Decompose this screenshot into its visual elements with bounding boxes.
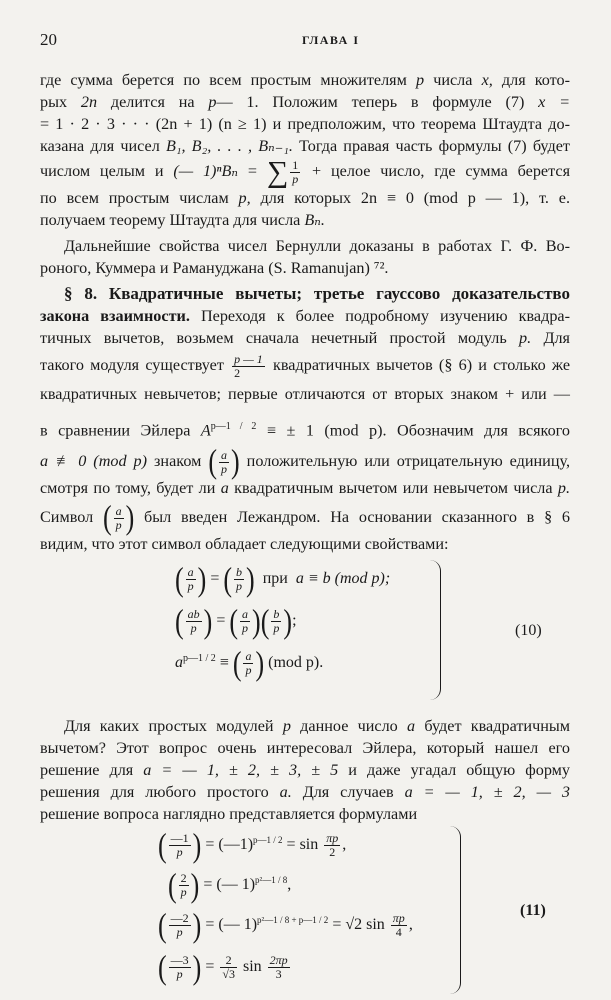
text-line: получаем теорему Штаудта для числа Bₙ. xyxy=(40,211,325,229)
equation-11-row-1: ( $\frac{—1}{p}$ ) = (—1)$^{p—1 / 2}$ = sin $\frac{\pi p}{2}$ , xyxy=(158,826,347,864)
text-line: смотря по тому, будет ли a квадратичным вычетом или невычетом числа p. xyxy=(40,479,571,497)
running-header xyxy=(40,30,571,50)
equation-number: (11) xyxy=(520,902,546,919)
text-line: рых 2n делится на p— 1. Положим теперь в формуле (7) x = xyxy=(40,93,571,111)
text-line: решение для a = — 1, ± 2, ± 3, ± 5 и даже угадал общую форму xyxy=(40,761,571,779)
right-brace xyxy=(430,560,441,700)
text-line: = 1 · 2 · 3 · · · (2n + 1) (n ≥ 1) и предположим, что теорема Штаудта до- xyxy=(40,115,570,133)
equation-10-row-3: $a^{p—1 / 2}$ ≡ ( $\frac{a}{p}$ ) (mod p). xyxy=(175,644,324,682)
equation-10-row-1: ( $\frac{a}{p}$ ) = ( $\frac{b}{p}$ ) при a ≡ b (mod p); xyxy=(175,560,391,598)
text-line: квадратичных невычетов; первые отличаются от вторых знаком + или — xyxy=(40,385,570,403)
equation-10-row-2: ( $\frac{ab}{p}$ ) = ( $\frac{a}{p}$ )( $\frac{b}{p}$ ); xyxy=(175,602,297,640)
text-line: Для каких простых модулей p данное число a будет квадратичным xyxy=(64,717,570,735)
chapter-title: ГЛАВА I xyxy=(302,33,360,47)
text-line: Дальнейшие свойства чисел Бернулли доказаны в работах Г. Ф. Во- xyxy=(64,237,570,255)
text-line: решение вопроса наглядно представляется формулами xyxy=(40,805,418,823)
page-number: 20 xyxy=(40,30,57,49)
text-line: в сравнении Эйлера $A^{p—1 / 2}$ ≡ ± 1 (mod p). Обозначим для всякого xyxy=(40,421,571,440)
text-line: Символ ( $\frac{a}{p}$ ) был введен Лежандром. На основании сказанного в § 6 xyxy=(40,498,571,537)
text-line: закона взаимности. Переходя к более подробному изучению квадра- xyxy=(40,307,570,325)
equation-11-row-2: ( $\frac{2}{p}$ ) = (— 1)$^{p^2—1 / 8}$, xyxy=(168,866,292,904)
sum-sign: ∑ xyxy=(266,155,289,189)
text-line: решения для любого простого a. Для случаев a = — 1, ± 2, — 3 xyxy=(40,783,570,801)
text-line: роного, Куммера и Рамануджана (S. Ramanujan) ⁷². xyxy=(40,259,389,277)
right-brace xyxy=(450,826,461,994)
text-line: тичных вычетов, возьмем сначала нечетный простой модуль p. Для xyxy=(40,329,571,347)
equation-number: (10) xyxy=(515,622,542,639)
equation-11-row-4: ( $\frac{—3}{p}$ ) = $\frac{2}{√3}$ sin $\frac{2\pi p}{3}$ xyxy=(158,948,288,986)
text-line: a ≢ 0 (mod p) знаком ( $\frac{a}{p}$ ) положительную или отрицательную единицу, xyxy=(40,442,571,481)
text-line: числом целым и (— 1)ⁿBₙ = ∑ $\frac{1}{p}$ + целое число, где сумма берется xyxy=(40,155,571,189)
text-line: вычетом? Этот вопрос очень интересовал Эйлера, который нашел его xyxy=(40,739,570,757)
text-line: казана для чисел B₁, B₂, . . . , Bₙ₋₁. Тогда правая часть формулы (7) будет xyxy=(40,137,571,155)
text-line: где сумма берется по всем простым множителям p числа x, для кото- xyxy=(40,71,571,89)
text-line: видим, что этот символ обладает следующими свойствами: xyxy=(40,535,449,553)
section-heading: § 8. Квадратичные вычеты; третье гауссово доказательство xyxy=(64,284,570,303)
equation-11-row-3: ( $\frac{—2}{p}$ ) = (— 1)$^{p^2—1 / 8 + p—1 / 2}$ = √2 sin $\frac{\pi p}{4}$ , xyxy=(158,906,413,944)
text-line: по всем простым числам p, для которых 2n ≡ 0 (mod p — 1), т. е. xyxy=(40,189,571,207)
text-line: такого модуля существует $\frac{p — 1}{2}$ квадратичных вычетов (§ 6) и столько же xyxy=(40,351,571,380)
